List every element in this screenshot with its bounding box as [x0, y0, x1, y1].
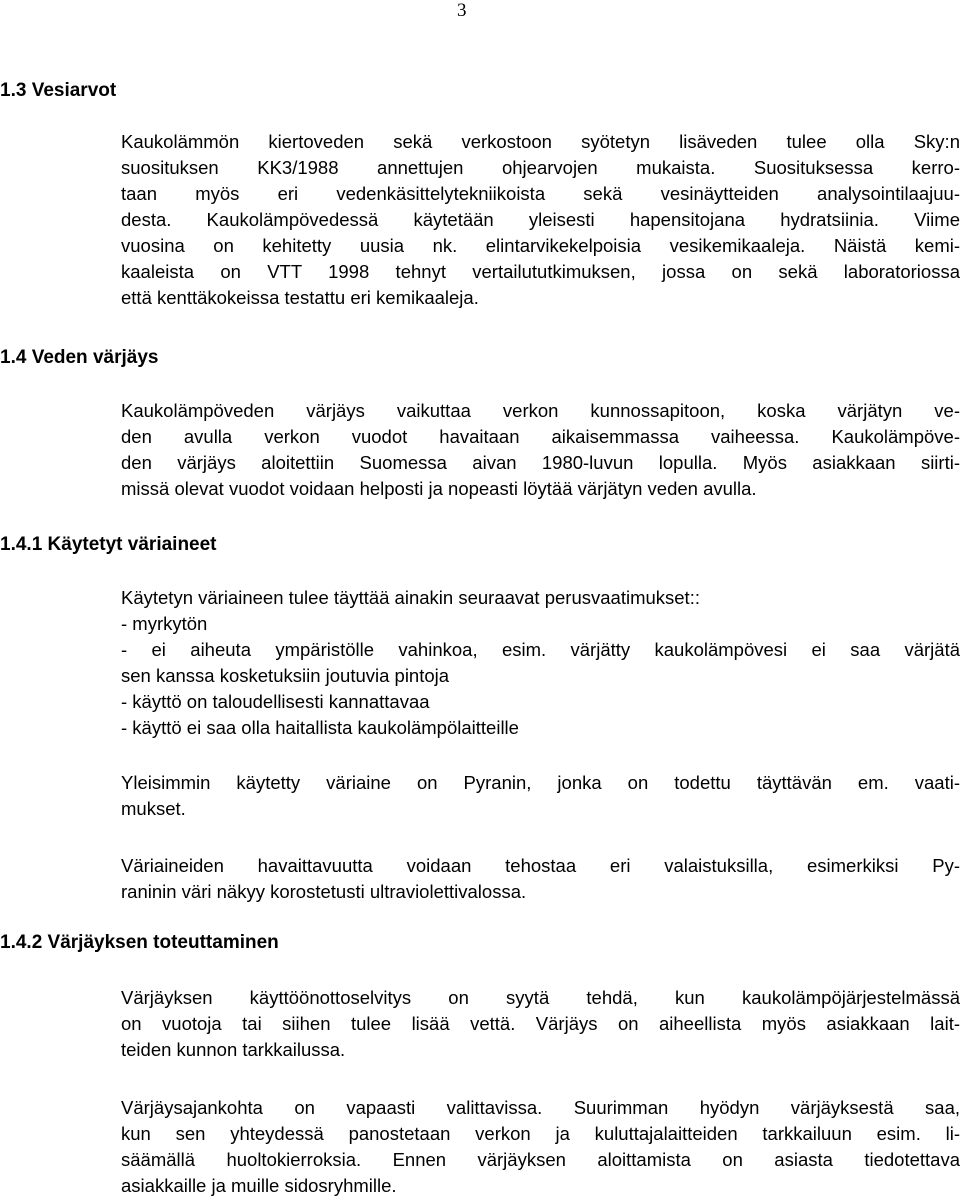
section-heading-1-3: 1.3 Vesiarvot	[0, 80, 117, 101]
page-number: 3	[457, 0, 467, 21]
text-line: säämällä huoltokierroksia. Ennen värjäyksen aloittamista on asiasta tiedotettava	[121, 1149, 960, 1170]
paragraph-kayttoonotto	[121, 985, 960, 1063]
paragraph-vesiarvot	[121, 129, 960, 311]
list-item: - myrkytön	[121, 613, 208, 634]
text-line: Värjäyksen käyttöönottoselvitys on syytä tehdä, kun kaukolämpöjärjestelmässä	[121, 987, 960, 1008]
text-line: den värjäys aloitettiin Suomessa aivan 1980-luvun lopulla. Myös asiakkaan siirti-	[121, 452, 960, 473]
list-item: - ei aiheuta ympäristölle vahinkoa, esim. värjätty kaukolämpövesi ei saa värjätä	[121, 639, 960, 660]
text-line: on vuotoja tai siihen tulee lisää vettä. Värjäys on aiheellista myös asiakkaan lait-	[121, 1013, 960, 1034]
text-line: taan myös eri vedenkäsittelytekniikoista sekä vesinäytteiden analysointilaajuu-	[121, 183, 960, 204]
text-line: asiakkaille ja muille sidosryhmille.	[121, 1175, 397, 1196]
text-line: missä olevat vuodot voidaan helposti ja nopeasti löytää värjätyn veden avulla.	[121, 478, 757, 499]
text-line: sen kanssa kosketuksiin joutuvia pintoja	[121, 665, 450, 686]
text-line: suosituksen KK3/1988 annettujen ohjearvojen mukaista. Suosituksessa kerro-	[121, 157, 960, 178]
text-line: kun sen yhteydessä panostetaan verkon ja kuluttajalaitteiden tarkkailuun esim. li-	[121, 1123, 960, 1144]
text-line: teiden kunnon tarkkailussa.	[121, 1039, 346, 1060]
text-line: mukset.	[121, 798, 186, 819]
paragraph-ajankohta	[121, 1095, 960, 1199]
text-line: kaaleista on VTT 1998 tehnyt vertailututkimuksen, jossa on sekä laboratoriossa	[121, 261, 960, 282]
list-item: - käyttö on taloudellisesti kannattavaa	[121, 691, 430, 712]
text-line: Väriaineiden havaittavuutta voidaan tehostaa eri valaistuksilla, esimerkiksi Py-	[121, 855, 960, 876]
text-line: Kaukolämpöveden värjäys vaikuttaa verkon kunnossapitoon, koska värjätyn ve-	[121, 400, 960, 421]
paragraph-pyranin	[121, 770, 960, 822]
paragraph-veden-varjays	[121, 398, 960, 502]
section-heading-1-4-1: 1.4.1 Käytetyt väriaineet	[0, 534, 217, 555]
list-item: - käyttö ei saa olla haitallista kaukolämpölaitteille	[121, 717, 519, 738]
text-line: vuosina on kehitetty uusia nk. elintarvikekelpoisia vesikemikaaleja. Näistä kemi-	[121, 235, 960, 256]
text-line: Yleisimmin käytetty väriaine on Pyranin, jonka on todettu täyttävän em. vaati-	[121, 772, 960, 793]
text-line: desta. Kaukolämpövedessä käytetään yleisesti hapensitojana hydratsiinia. Viime	[121, 209, 960, 230]
text-line: den avulla verkon vuodot havaitaan aikaisemmassa vaiheessa. Kaukolämpöve-	[121, 426, 960, 447]
section-heading-1-4-2: 1.4.2 Värjäyksen toteuttaminen	[0, 932, 279, 953]
text-line: raninin väri näkyy korostetusti ultraviolettivalossa.	[121, 881, 527, 902]
paragraph-havaittavuus	[121, 853, 960, 905]
text-line: Kaukolämmön kiertoveden sekä verkostoon syötetyn lisäveden tulee olla Sky:n	[121, 131, 960, 152]
paragraph-perusvaatimukset	[121, 585, 960, 741]
section-heading-1-4: 1.4 Veden värjäys	[0, 347, 159, 368]
text-line: Värjäysajankohta on vapaasti valittavissa. Suurimman hyödyn värjäyksestä saa,	[121, 1097, 960, 1118]
text-line: että kenttäkokeissa testattu eri kemikaaleja.	[121, 287, 479, 308]
text-line: Käytetyn väriaineen tulee täyttää ainakin seuraavat perusvaatimukset::	[121, 587, 700, 608]
